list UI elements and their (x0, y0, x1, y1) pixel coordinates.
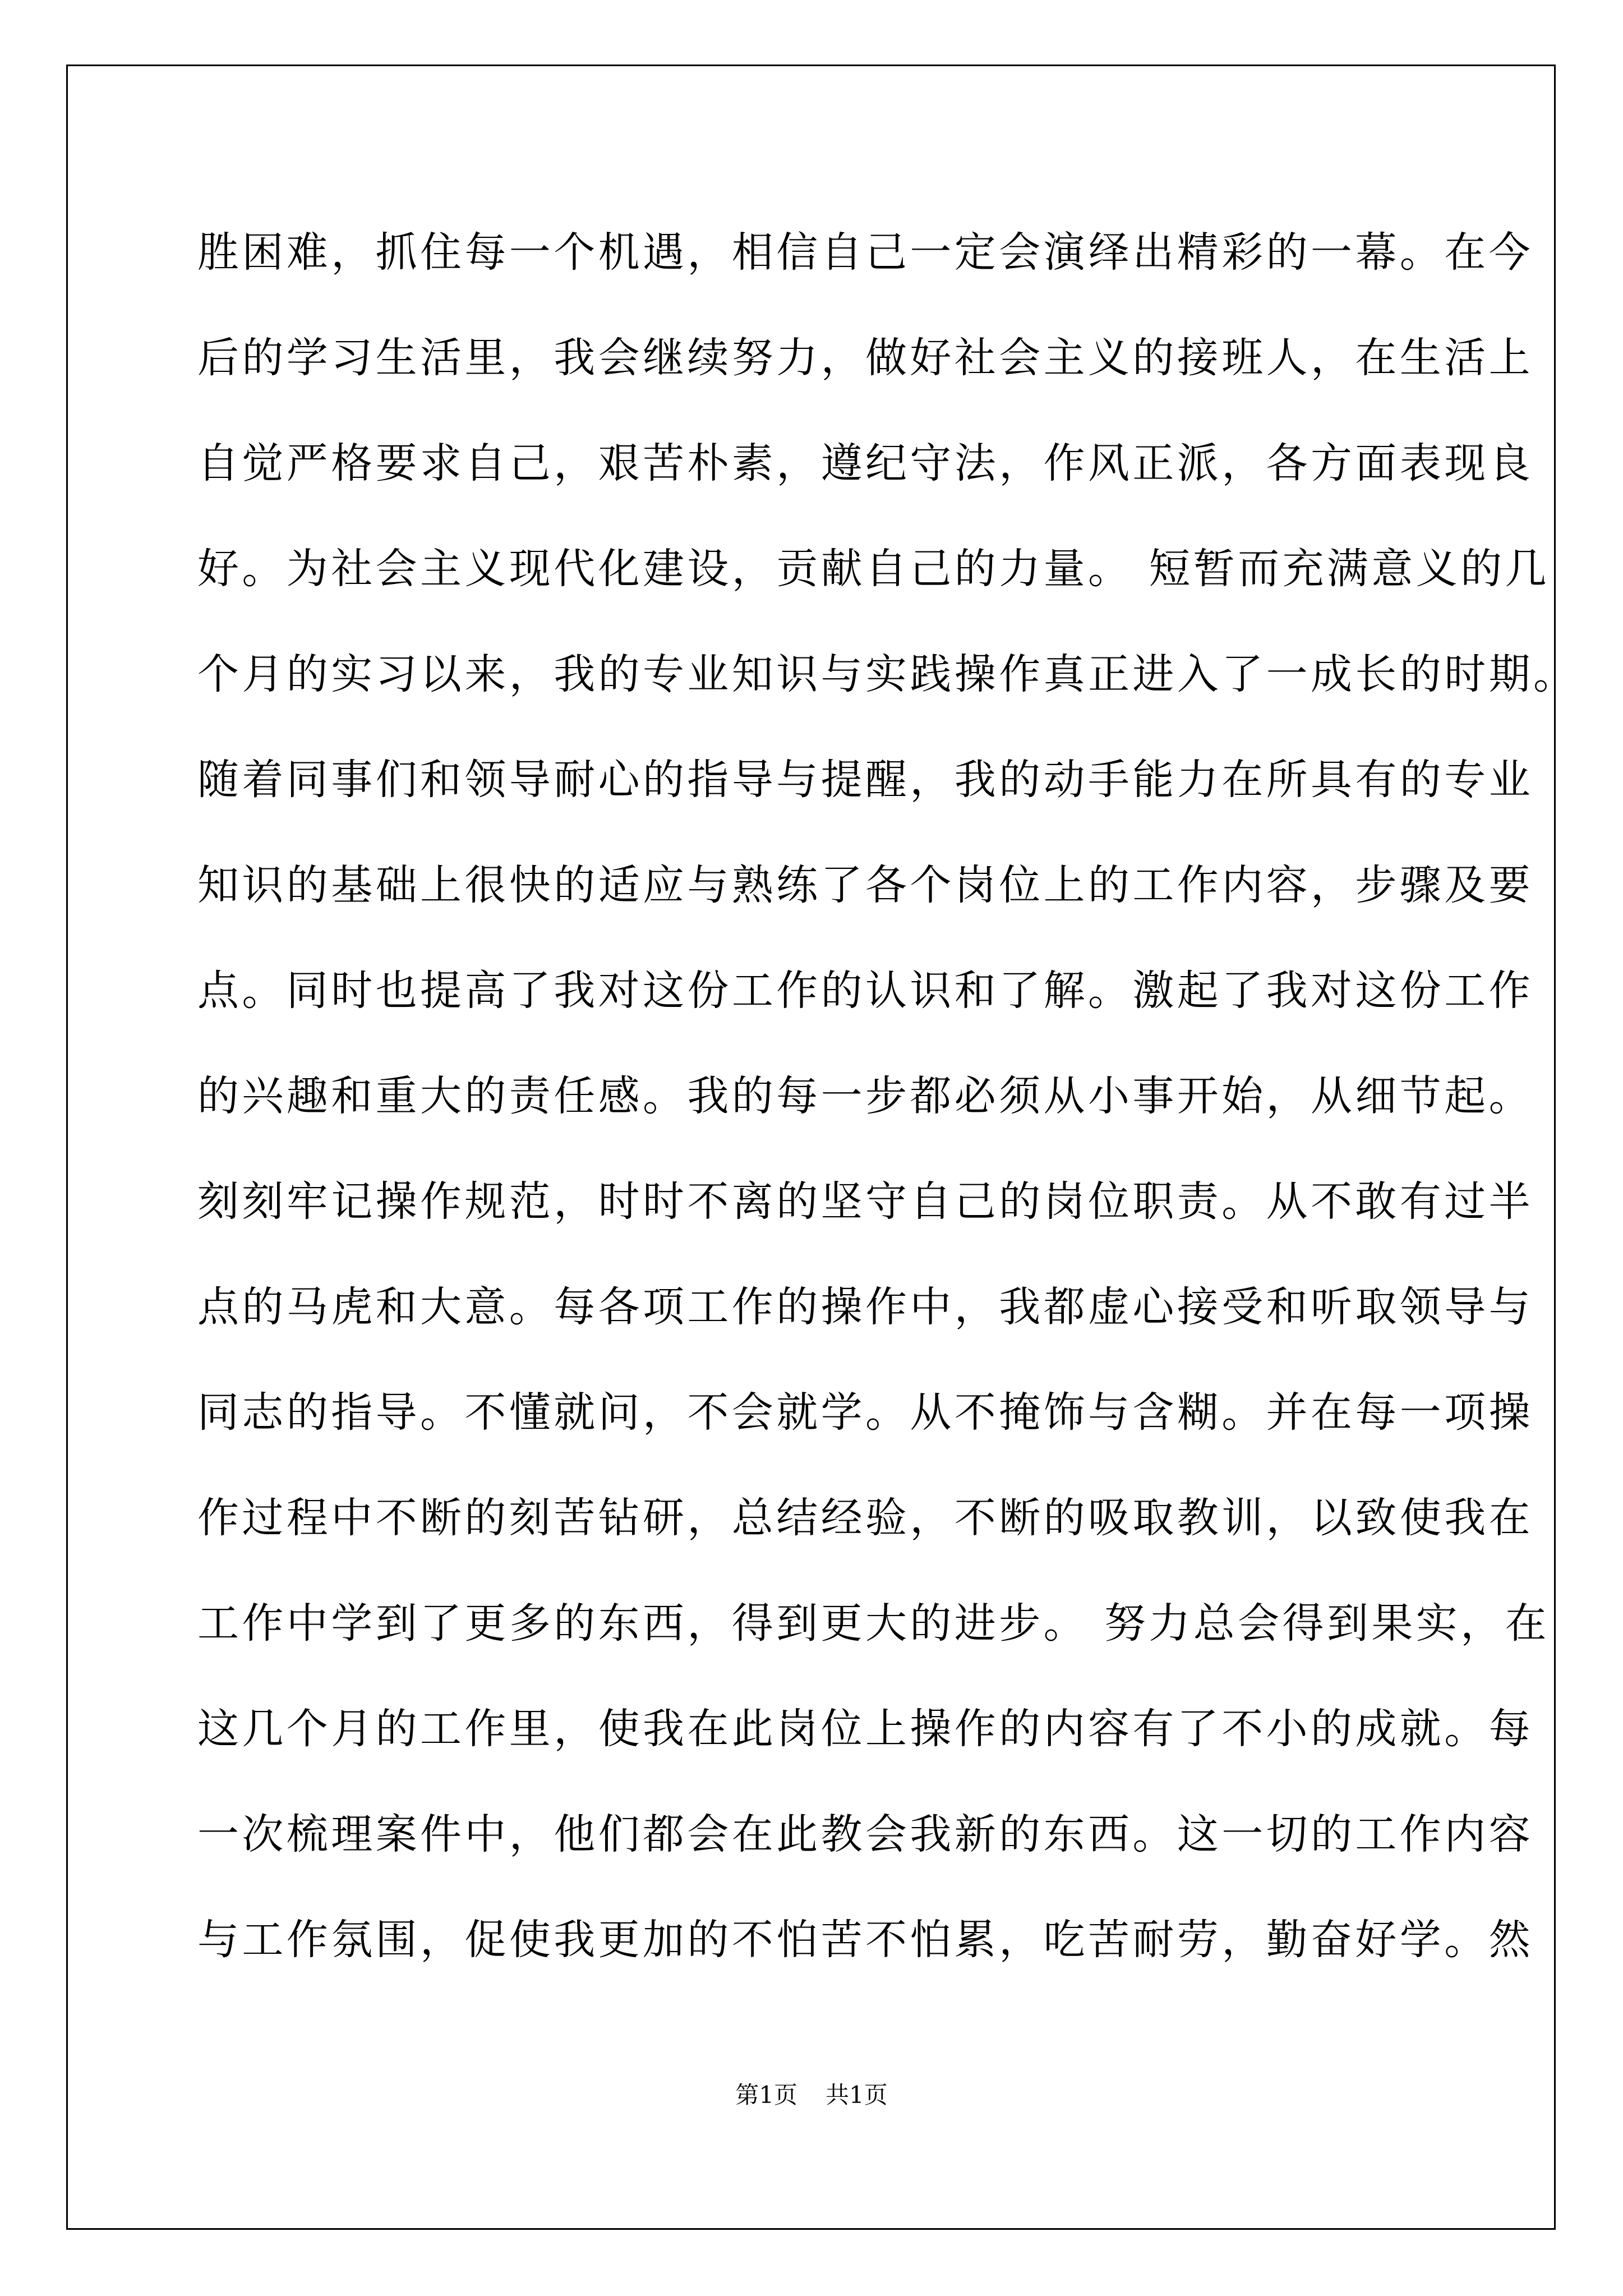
text-line: 知识的基础上很快的适应与熟练了各个岗位上的工作内容，步骤及要 (197, 861, 1533, 909)
text-line: 的兴趣和重大的责任感。我的每一步都必须从小事开始，从细节起。 (197, 1072, 1533, 1120)
page-footer (0, 2078, 1623, 2112)
text-line: 个月的实习以来，我的专业知识与实践操作真正进入了一成长的时期。 (197, 650, 1578, 698)
text-line: 与工作氛围，促使我更加的不怕苦不怕累，吃苦耐劳，勤奋好学。然 (197, 1916, 1533, 1964)
text-line: 刻刻牢记操作规范，时时不离的坚守自己的岗位职责。从不敢有过半 (197, 1177, 1533, 1226)
page-total: 共1页 (826, 2081, 888, 2109)
page-number: 第1页 (735, 2081, 797, 2109)
text-line: 点的马虎和大意。每各项工作的操作中，我都虚心接受和听取领导与 (197, 1283, 1533, 1331)
text-line: 自觉严格要求自己，艰苦朴素，遵纪守法，作风正派，各方面表现良 (197, 439, 1533, 487)
text-line: 一次梳理案件中，他们都会在此教会我新的东西。这一切的工作内容 (197, 1810, 1533, 1858)
text-line: 随着同事们和领导耐心的指导与提醒，我的动手能力在所具有的专业 (197, 756, 1533, 804)
text-line: 工作中学到了更多的东西，得到更大的进步。 努力总会得到果实，在 (197, 1599, 1550, 1648)
text-line: 同志的指导。不懂就问，不会就学。从不掩饰与含糊。并在每一项操 (197, 1388, 1533, 1437)
text-line: 后的学习生活里，我会继续努力，做好社会主义的接班人，在生活上 (197, 334, 1533, 382)
text-line: 点。同时也提高了我对这份工作的认识和了解。激起了我对这份工作 (197, 967, 1533, 1015)
text-line: 作过程中不断的刻苦钻研，总结经验，不断的吸取教训，以致使我在 (197, 1494, 1533, 1542)
text-line: 这几个月的工作里，使我在此岗位上操作的内容有了不小的成就。每 (197, 1705, 1533, 1753)
document-body (197, 222, 1578, 2014)
text-line: 好。为社会主义现代化建设，贡献自己的力量。 短暂而充满意义的几 (197, 545, 1550, 593)
text-line: 胜困难，抓住每一个机遇，相信自己一定会演绎出精彩的一幕。在今 (197, 228, 1533, 277)
